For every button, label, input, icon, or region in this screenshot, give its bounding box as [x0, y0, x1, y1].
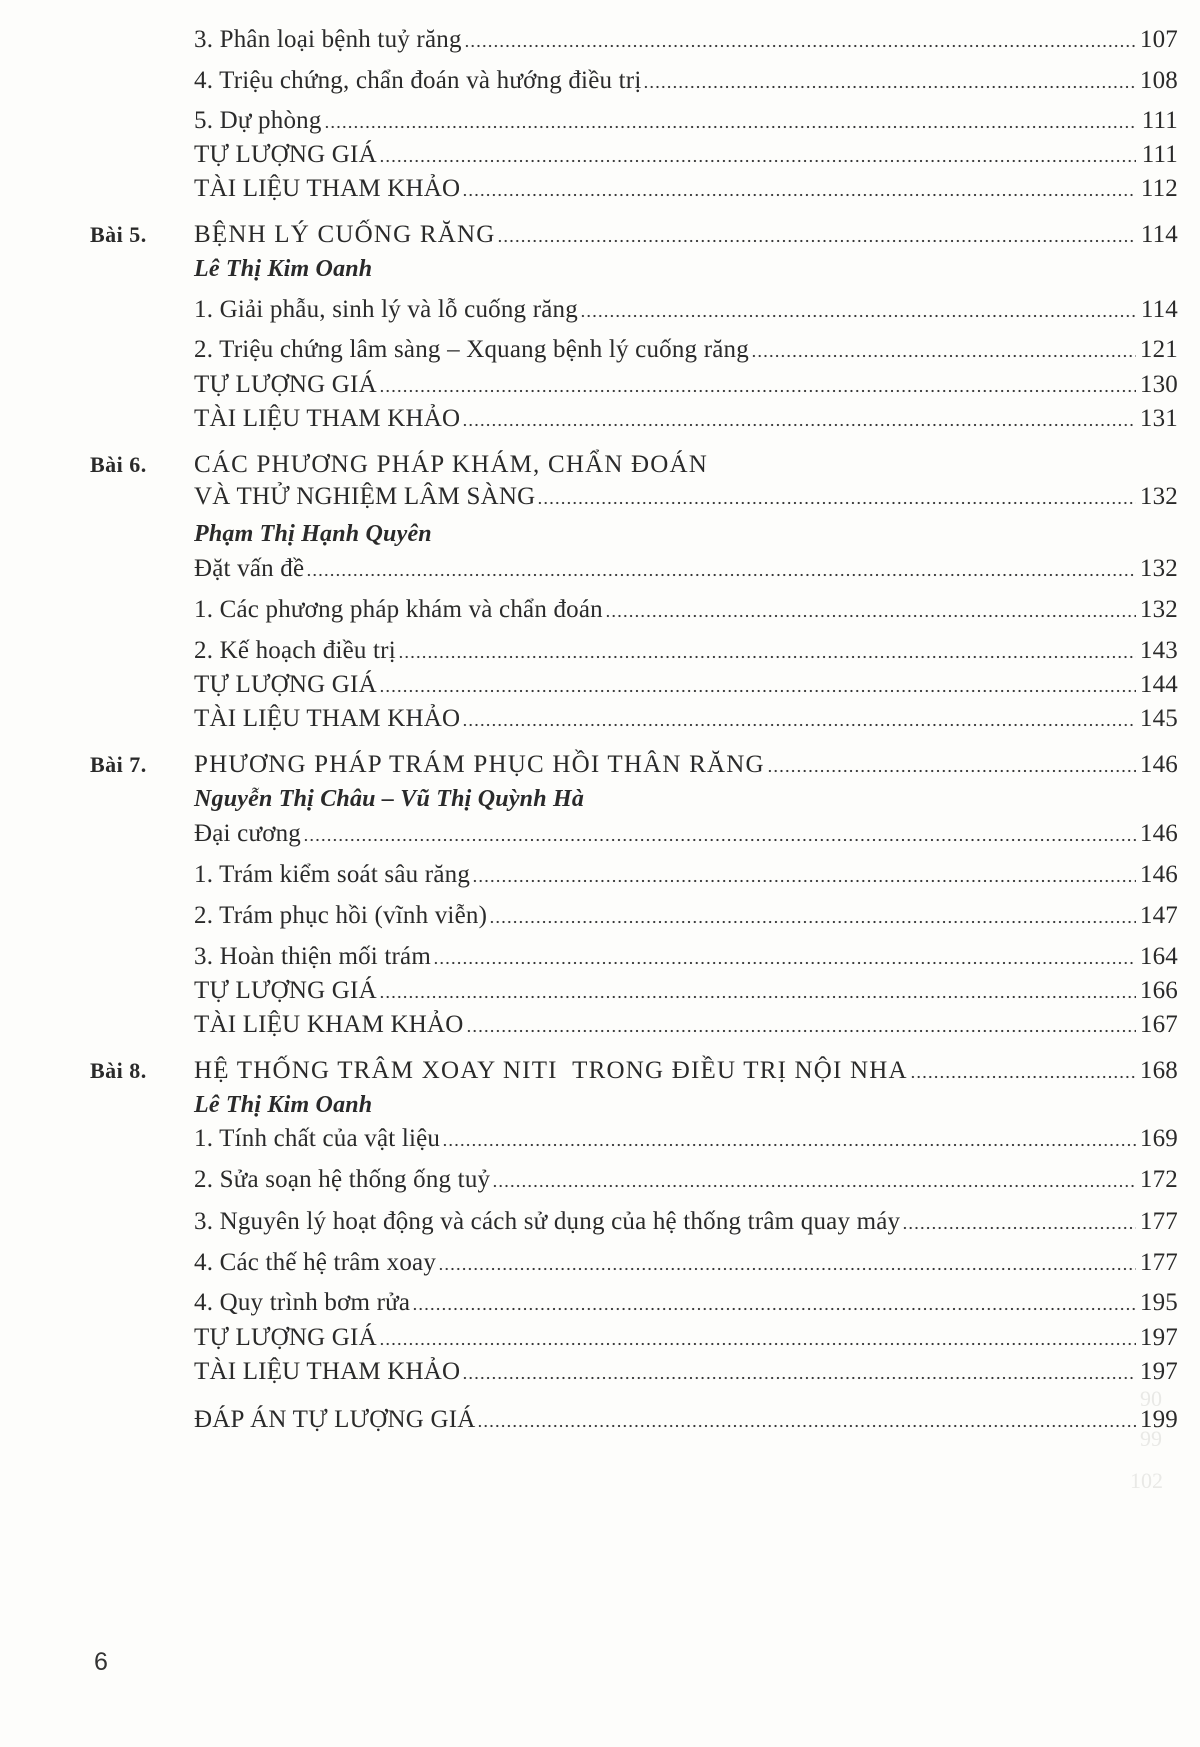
dot-leader	[379, 389, 1136, 393]
entry-page-number: 121	[1139, 336, 1178, 363]
entry-title: 4. Các thế hệ trâm xoay	[194, 1249, 437, 1276]
toc-entry	[90, 1005, 1178, 1039]
toc-entry	[90, 61, 1178, 95]
dot-leader	[412, 1307, 1136, 1311]
dot-leader	[464, 44, 1136, 48]
entry-page-number: 166	[1139, 977, 1178, 1004]
entry-page-number: 144	[1139, 671, 1178, 698]
dot-leader	[497, 239, 1136, 243]
entry-title: HỆ THỐNG TRÂM XOAY NITI TRONG ĐIỀU TRỊ NỘI NHA	[194, 1057, 908, 1084]
entry-title: 3. Nguyên lý hoạt động và cách sử dụng của hệ thống trâm quay máy	[194, 1208, 901, 1235]
entry-title: TỰ LƯỢNG GIÁ	[194, 141, 377, 168]
dot-leader	[398, 655, 1136, 659]
entry-title: 2. Triệu chứng lâm sàng – Xquang bệnh lý cuống răng	[194, 336, 749, 363]
dot-leader	[379, 689, 1136, 693]
entry-title: 4. Triệu chứng, chẩn đoán và hướng điều trị	[194, 67, 642, 94]
entry-title: TỰ LƯỢNG GIÁ	[194, 1324, 377, 1351]
entry-page-number: 146	[1139, 751, 1178, 778]
dot-leader	[438, 1267, 1136, 1271]
toc-entry	[90, 665, 1178, 699]
author-line	[90, 1085, 1178, 1119]
dot-leader	[902, 1226, 1136, 1230]
dot-leader	[767, 769, 1136, 773]
entry-page-number: 168	[1139, 1057, 1178, 1084]
dot-leader	[466, 1029, 1136, 1033]
dot-leader	[751, 354, 1136, 358]
entry-title: TÀI LIỆU THAM KHẢO	[194, 1358, 461, 1385]
dot-leader	[492, 1184, 1136, 1188]
toc-entry	[90, 477, 1178, 511]
toc-entry	[90, 290, 1178, 324]
lesson-title-row	[90, 445, 1178, 479]
lesson-number: Bài 6.	[90, 452, 147, 477]
show-through-text: 99	[1140, 1426, 1162, 1451]
entry-page-number: 195	[1139, 1289, 1178, 1316]
dot-leader	[472, 879, 1136, 883]
entry-page-number: 197	[1139, 1358, 1178, 1385]
entry-page-number: 177	[1139, 1208, 1178, 1235]
entry-title: TÀI LIỆU THAM KHẢO	[194, 405, 461, 432]
entry-page-number: 164	[1139, 943, 1178, 970]
dot-leader	[306, 573, 1136, 577]
entry-title: PHƯƠNG PHÁP TRÁM PHỤC HỒI THÂN RĂNG	[194, 751, 765, 778]
author-line	[90, 779, 1178, 813]
toc-entry	[90, 1283, 1178, 1317]
show-through-text: 90	[1140, 1386, 1162, 1411]
dot-leader	[910, 1075, 1136, 1079]
toc-entry	[90, 1160, 1178, 1194]
entry-page-number: 132	[1139, 555, 1178, 582]
author-name: Lê Thị Kim Oanh	[194, 1092, 373, 1118]
toc-entry	[90, 855, 1178, 889]
show-through-text: 102	[1130, 1468, 1163, 1493]
toc-entry	[90, 549, 1178, 583]
toc-entry	[90, 399, 1178, 433]
entry-title: TỰ LƯỢNG GIÁ	[194, 671, 377, 698]
entry-title: 2. Trám phục hồi (vĩnh viễn)	[194, 902, 488, 929]
toc-entry	[90, 971, 1178, 1005]
dot-leader	[462, 723, 1136, 727]
dot-leader	[379, 1342, 1136, 1346]
entry-page-number: 131	[1139, 405, 1178, 432]
toc-entry	[90, 1202, 1178, 1236]
toc-entry	[90, 590, 1178, 624]
dot-leader	[462, 1376, 1136, 1380]
dot-leader	[605, 614, 1136, 618]
toc-entry	[90, 330, 1178, 364]
entry-page-number: 177	[1139, 1249, 1178, 1276]
entry-title: Đặt vấn đề	[194, 555, 305, 582]
toc-entry	[90, 1318, 1178, 1352]
entry-page-number: 172	[1139, 1166, 1178, 1193]
entry-page-number: 114	[1140, 296, 1178, 323]
author-name: Nguyễn Thị Châu – Vũ Thị Quỳnh Hà	[194, 786, 585, 812]
entry-title: CÁC PHƯƠNG PHÁP KHÁM, CHẨN ĐOÁN	[194, 451, 709, 478]
entry-title: 2. Sửa soạn hệ thống ống tuỷ	[194, 1166, 491, 1193]
author-line	[90, 514, 1178, 548]
toc-entry	[90, 937, 1178, 971]
toc-entry	[90, 1352, 1178, 1386]
entry-page-number: 145	[1139, 705, 1178, 732]
dot-leader	[462, 423, 1136, 427]
dot-leader	[379, 159, 1136, 163]
toc-entry	[90, 699, 1178, 733]
toc-entry	[90, 101, 1178, 135]
entry-page-number: 146	[1139, 861, 1178, 888]
toc-entry	[90, 20, 1178, 54]
author-name: Lê Thị Kim Oanh	[194, 256, 373, 282]
dot-leader	[379, 995, 1136, 999]
entry-title: 1. Trám kiểm soát sâu răng	[194, 861, 471, 888]
dot-leader	[643, 85, 1136, 89]
entry-page-number: 169	[1139, 1125, 1178, 1152]
entry-title: 3. Hoàn thiện mối trám	[194, 943, 431, 970]
entry-title: 1. Các phương pháp khám và chẩn đoán	[194, 596, 603, 623]
entry-page-number: 146	[1139, 820, 1178, 847]
entry-title: VÀ THỬ NGHIỆM LÂM SÀNG	[194, 483, 536, 510]
entry-title: TỰ LƯỢNG GIÁ	[194, 371, 377, 398]
lesson-title-row	[90, 745, 1178, 779]
lesson-title-row	[90, 215, 1178, 249]
toc-entry	[90, 1243, 1178, 1277]
dot-leader	[462, 193, 1136, 197]
toc-entry	[90, 896, 1178, 930]
entry-title: TÀI LIỆU KHAM KHẢO	[194, 1011, 464, 1038]
author-name: Phạm Thị Hạnh Quyên	[194, 521, 432, 547]
entry-title: ĐÁP ÁN TỰ LƯỢNG GIÁ	[194, 1406, 476, 1433]
entry-title: 1. Tính chất của vật liệu	[194, 1125, 441, 1152]
dot-leader	[433, 961, 1136, 965]
entry-page-number: 107	[1139, 26, 1178, 53]
entry-page-number: 143	[1139, 637, 1178, 664]
entry-page-number: 197	[1139, 1324, 1178, 1351]
entry-title: 2. Kế hoạch điều trị	[194, 637, 396, 664]
entry-title: 1. Giải phẫu, sinh lý và lỗ cuống răng	[194, 296, 578, 323]
lesson-title-row	[90, 1051, 1178, 1085]
entry-page-number: 132	[1139, 596, 1178, 623]
entry-title: BỆNH LÝ CUỐNG RĂNG	[194, 221, 496, 248]
entry-title: 3. Phân loại bệnh tuỷ răng	[194, 26, 462, 53]
entry-title: TÀI LIỆU THAM KHẢO	[194, 705, 461, 732]
dot-leader	[580, 314, 1136, 318]
lesson-number: Bài 5.	[90, 222, 147, 247]
entry-page-number: 199	[1139, 1406, 1178, 1433]
entry-title: 4. Quy trình bơm rửa	[194, 1289, 411, 1316]
toc-entry	[90, 814, 1178, 848]
toc-entry	[90, 135, 1178, 169]
author-line	[90, 249, 1178, 283]
entry-title: TỰ LƯỢNG GIÁ	[194, 977, 377, 1004]
dot-leader	[537, 501, 1136, 505]
entry-page-number: 130	[1139, 371, 1178, 398]
entry-title: Đại cương	[194, 820, 302, 847]
dot-leader	[477, 1424, 1136, 1428]
page-number: 6	[94, 1648, 108, 1676]
toc-entry	[90, 169, 1178, 203]
entry-page-number: 108	[1139, 67, 1178, 94]
lesson-number: Bài 8.	[90, 1058, 147, 1083]
toc-entry	[90, 1400, 1178, 1434]
entry-page-number: 147	[1139, 902, 1178, 929]
entry-page-number: 112	[1140, 175, 1178, 202]
entry-title: 5. Dự phòng	[194, 107, 322, 134]
toc-entry	[90, 365, 1178, 399]
entry-page-number: 111	[1141, 107, 1178, 134]
entry-title: TÀI LIỆU THAM KHẢO	[194, 175, 461, 202]
entry-page-number: 167	[1139, 1011, 1178, 1038]
entry-page-number: 111	[1141, 141, 1178, 168]
toc-entry	[90, 631, 1178, 665]
dot-leader	[324, 125, 1136, 129]
lesson-number: Bài 7.	[90, 752, 147, 777]
dot-leader	[489, 920, 1136, 924]
toc-entry	[90, 1119, 1178, 1153]
dot-leader	[442, 1143, 1136, 1147]
entry-page-number: 132	[1139, 483, 1178, 510]
entry-page-number: 114	[1140, 221, 1178, 248]
dot-leader	[303, 838, 1136, 842]
